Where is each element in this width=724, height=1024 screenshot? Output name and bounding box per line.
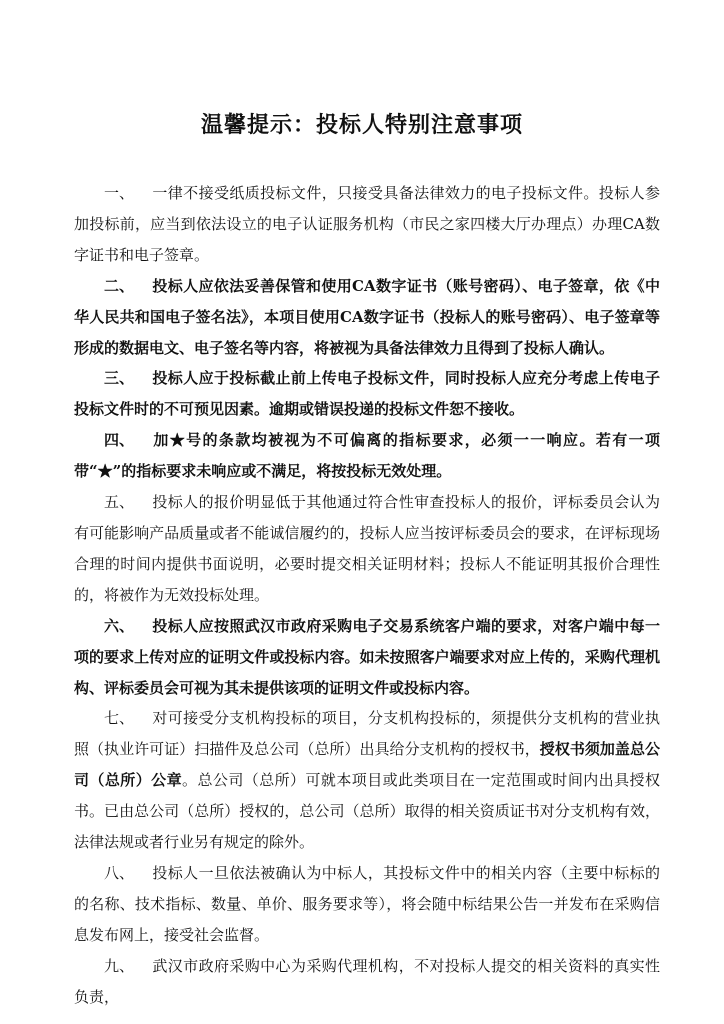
paragraph-5 — [74, 487, 660, 611]
paragraph-number: 四、 — [104, 431, 135, 450]
paragraph-number: 九、 — [104, 956, 135, 975]
paragraph-text: 武汉市政府采购中心为采购代理机构，不对投标人提交的相关资料的真实性负责， — [74, 956, 660, 1006]
notice-body — [74, 178, 660, 1012]
paragraph-text: 投标人应依法妥善保管和使用CA数字证书（账号密码）、电子签章，依《中华人民共和国电子签名法》，本项目使用CA数字证书（投标人的账号密码）、电子签章等形成的数据电文、电子签名等内容，将被视为具备法律效力且得到了投标人确认。 — [74, 276, 660, 357]
paragraph-6 — [74, 611, 660, 704]
paragraph-2 — [74, 271, 660, 364]
page-title: 温馨提示：投标人特别注意事项 — [200, 112, 523, 138]
paragraph-number: 三、 — [104, 369, 135, 388]
paragraph-8 — [74, 858, 660, 951]
paragraph-text: 投标人的报价明显低于其他通过符合性审查投标人的报价，评标委员会认为有可能影响产品质量或者不能诚信履约的，投标人应当按评标委员会的要求，在评标现场合理的时间内提供书面说明，必要时提交相关证明材料；投标人不能证明其报价合理性的，将被作为无效投标处理。 — [74, 493, 660, 604]
paragraph-text: 。总公司（总所）可就本项目或此类项目在一定范围或时间内出具授权书。已由总公司（总所）授权的，总公司（总所）取得的相关资质证书对分支机构有效，法律法规或者行业另有规定的除外。 — [74, 771, 660, 852]
paragraph-number: 七、 — [104, 709, 135, 728]
paragraph-4 — [74, 425, 660, 487]
paragraph-text: 加★号的条款均被视为不可偏离的指标要求，必须一一响应。若有一项带“★”的指标要求未响应或不满足，将按投标无效处理。 — [74, 431, 660, 481]
paragraph-1 — [74, 178, 660, 271]
paragraph-3 — [74, 363, 660, 425]
paragraph-text: 投标人一旦依法被确认为中标人，其投标文件中的相关内容（主要中标标的的名称、技术指标、数量、单价、服务要求等），将会随中标结果公告一并发布在采购信息发布网上，接受社会监督。 — [74, 863, 660, 944]
paragraph-bold-text: 授权书须加盖总公司（总所）公章 — [74, 740, 660, 790]
paragraph-number: 五、 — [104, 493, 135, 512]
paragraph-number: 一、 — [104, 184, 135, 202]
paragraph-text: 一律不接受纸质投标文件，只接受具备法律效力的电子投标文件。投标人参加投标前，应当到依法设立的电子认证服务机构（市民之家四楼大厅办理点）办理CA数字证书和电子签章。 — [74, 184, 660, 264]
paragraph-text: 投标人应于投标截止前上传电子投标文件，同时投标人应充分考虑上传电子投标文件时的不可预见因素。逾期或错误投递的投标文件恕不接收。 — [74, 369, 660, 419]
paragraph-number: 六、 — [104, 616, 135, 635]
paragraph-text: 投标人应按照武汉市政府采购电子交易系统客户端的要求，对客户端中每一项的要求上传对应的证明文件或投标内容。如未按照客户端要求对应上传的，采购代理机构、评标委员会可视为其未提供该项的证明文件或投标内容。 — [74, 616, 660, 697]
paragraph-number: 八、 — [104, 863, 135, 882]
paragraph-7 — [74, 703, 660, 858]
paragraph-number: 二、 — [104, 276, 135, 295]
paragraph-9 — [74, 951, 660, 1013]
paragraph-text: 对可接受分支机构投标的项目，分支机构投标的，须提供分支机构的营业执照（执业许可证）扫描件及总公司（总所）出具给分支机构的授权书， — [74, 709, 660, 759]
